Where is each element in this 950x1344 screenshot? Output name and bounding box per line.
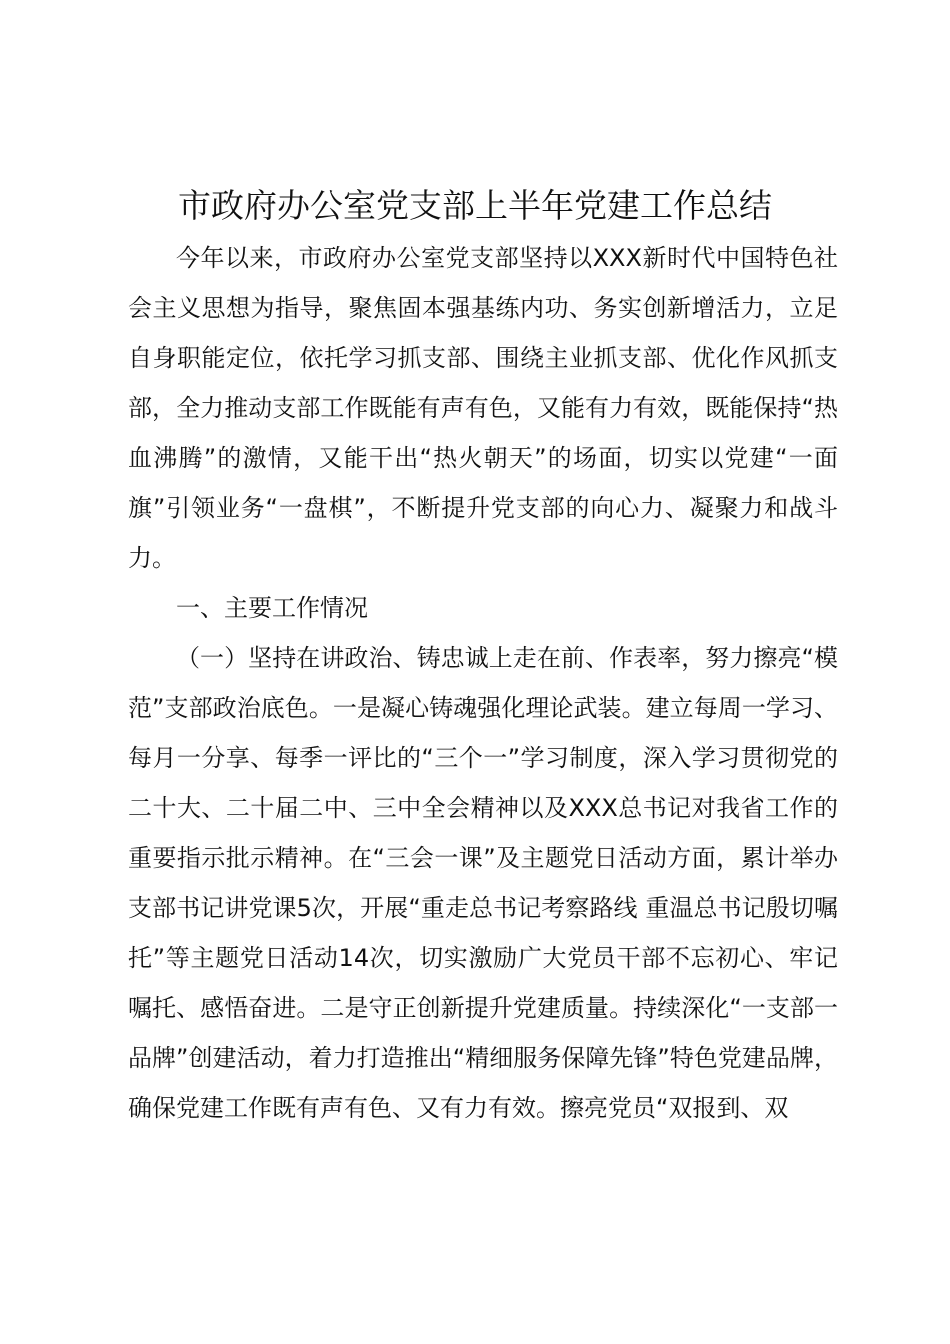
document-title: 市政府办公室党支部上半年党建工作总结 — [178, 186, 772, 225]
section-paragraph: （一）坚持在讲政治、铸忠诚上走在前、作表率，努力擦亮“模范”支部政治底色。一是凝心铸魂强化理论武装。建立每周一学习、每月一分享、每季一评比的“三个一”学习制度，深入学习贯彻党的二十大、二十届二中、三中全会精神以及XXX总书记对我省工作的重要指示批示精神。在“三会一课”及主题党日活动方面，累计举办支部书记讲党课5次，开展“重走总书记考察路线 重温总书记殷切嘱托”等主题党日活动14次，切实激励广大党员干部不忘初心、牢记嘱托、感悟奋进。二是守正创新提升党建质量。持续深化“一支部一品牌”创建活动，着力打造推出“精细服务保障先锋”特色党建品牌，确保党建工作既有声有色、又有力有效。擦亮党员“双报到、双 — [128, 644, 838, 1122]
intro-paragraph: 今年以来，市政府办公室党支部坚持以XXX新时代中国特色社会主义思想为指导，聚焦固本强基练内功、务实创新增活力，立足自身职能定位，依托学习抓支部、围绕主业抓支部、优化作风抓支部，全力推动支部工作既能有声有色，又能有力有效，既能保持“热血沸腾”的激情，又能干出“热火朝天”的场面，切实以党建“一面旗”引领业务“一盘棋”，不断提升党支部的向心力、凝聚力和战斗力。 — [128, 244, 838, 572]
document-body — [128, 233, 838, 1133]
section-heading: 一、主要工作情况 — [176, 594, 368, 622]
